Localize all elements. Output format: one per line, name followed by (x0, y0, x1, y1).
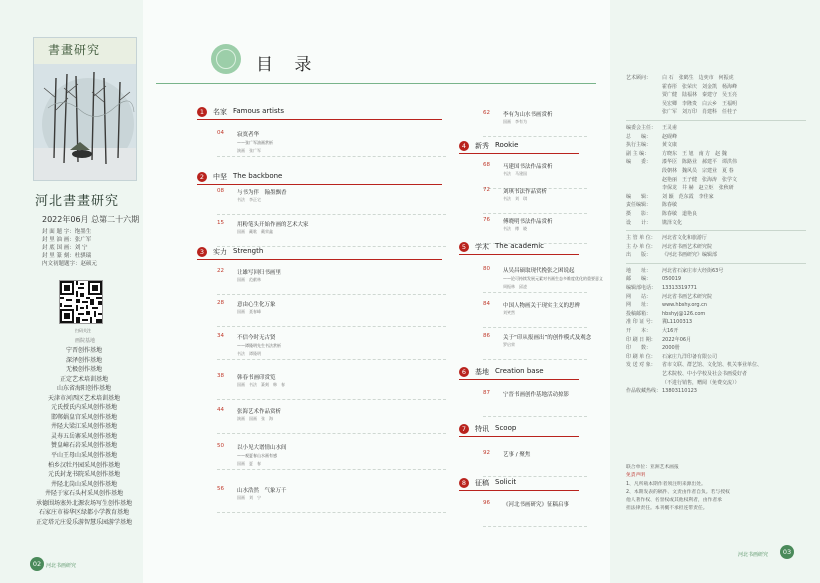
masthead-value: 王灵甫 (662, 124, 678, 131)
entry-title: 艺事 / 聚焦 (503, 452, 531, 458)
section-number-badge: 1 (197, 107, 207, 117)
qr-caption: 扫码关注 (75, 328, 91, 333)
base-item: 灵寿五岳寨采风创作基地 (50, 432, 117, 440)
masthead-label: 投稿邮箱： (626, 310, 652, 317)
magazine-name: 河北書畫研究 (35, 194, 120, 209)
masthead-value: 张广军 刘万印 肖建科 任桂子 (662, 109, 738, 116)
base-item: 柏乡汉牡丹园采风创作基地 (47, 461, 120, 469)
entry-page-number: 68 (483, 162, 490, 168)
entry-title: 从吴昌硕取现代挽张之困说起 (503, 268, 575, 274)
masthead-row (626, 327, 806, 336)
masthead-row (626, 100, 806, 109)
masthead-label: 设 计： (626, 219, 652, 226)
entry-divider (483, 526, 587, 527)
entry-divider (217, 326, 446, 327)
entry-divider (217, 512, 446, 513)
base-item: 深泽创作基地 (65, 356, 102, 364)
masthead-label: 艺术顾问： (626, 75, 652, 81)
masthead-label (626, 83, 662, 92)
entry-title: 用粉笔头开始作画的艺术大家 (237, 222, 309, 228)
entry-divider (217, 399, 446, 400)
entry-page-number: 76 (483, 217, 490, 223)
masthead-value: 白 石 张鹤生 边奕市 何振虎 (662, 75, 734, 81)
entry-page-number: 56 (217, 486, 224, 492)
notice-line: 他人著作权、名誉权或其他权利者，由作者承 (626, 498, 722, 504)
base-item: 天津市河西区艺术培训基地 (47, 394, 120, 402)
entry-page-number: 87 (483, 390, 490, 396)
base-item: 邯郸娲皇宫采风创作基地 (50, 413, 117, 421)
masthead-row (626, 310, 806, 319)
masthead-label (626, 176, 662, 185)
masthead-label: 邮 编： (626, 276, 652, 283)
masthead-value: 黄文康 (662, 142, 678, 149)
masthead-label (626, 379, 662, 388)
entry-author: 书法 李正宅 (237, 197, 261, 202)
masthead-row (626, 176, 806, 185)
magazine-cover-image (33, 37, 137, 181)
section-number-badge: 4 (459, 141, 469, 151)
entry-author: 书法 傅 晓 (503, 226, 527, 231)
masthead-label: 主 办 单 位： (626, 243, 656, 250)
page-number-left: 02 (30, 557, 44, 571)
masthead-value: 漆华臣 陈路业 郝建平 谭洪伟 (662, 159, 738, 166)
masthead (626, 74, 806, 396)
entry-subtitle: ——谭隆明先生书法赏析 (237, 343, 281, 348)
entry-title: 不信今时无古贤 (237, 335, 276, 341)
masthead-label: 出 版： (626, 252, 652, 259)
entry-title: 关于“印从报画出”的创作模式及观念 (503, 335, 592, 341)
entry-author: 书法 谭隆明 (237, 351, 261, 356)
masthead-separator (626, 263, 806, 264)
entry-divider (483, 213, 587, 214)
section-title-zh: 中坚 (213, 173, 227, 181)
notice-line: 2、本期发表的稿件、文责由作者自负。若与授权 (626, 489, 730, 495)
entry-subtitle: ——张广军油画赏析 (237, 140, 273, 145)
entry-author: 演画 张广军 (237, 148, 261, 153)
entry-divider (483, 136, 587, 137)
entry-title: 寂寞者华 (237, 132, 260, 138)
entry-divider (217, 294, 446, 295)
entry-author: 国画 范献林 (237, 277, 261, 282)
masthead-value: 大16开 (662, 328, 679, 335)
masthead-label: 印 刷 单 位： (626, 353, 656, 360)
section-title-zh: 特讯 (475, 425, 489, 433)
notice-line: 免責声明 (626, 473, 646, 479)
masthead-row (626, 210, 806, 219)
toc-title: 目 录 (256, 55, 320, 75)
page-number-right: 03 (780, 545, 794, 559)
masthead-label: 总 编： (626, 133, 652, 140)
masthead-row (626, 361, 806, 370)
section-number-badge: 6 (459, 367, 469, 377)
masthead-row (626, 344, 806, 353)
footer-label-right: 河北书画研究 (738, 552, 769, 558)
section-title-zh: 名家 (213, 108, 227, 116)
section-rule (459, 436, 579, 437)
masthead-value: 河北省书画艺术研究院 (662, 293, 713, 300)
masthead-value: 石家庄九洋印备有限公司 (662, 353, 718, 360)
entry-page-number: 92 (483, 450, 490, 456)
masthead-row (626, 167, 806, 176)
masthead-row (626, 353, 806, 362)
masthead-label: 发 送 对 象： (626, 362, 656, 369)
entry-author: 书法 马建国 (503, 171, 527, 176)
masthead-row (626, 387, 806, 396)
entry-title: 李有为山水书画赏析 (503, 112, 553, 118)
masthead-label: 开 本： (626, 328, 652, 335)
masthead-row (626, 91, 806, 100)
masthead-row (626, 133, 806, 142)
entry-page-number: 84 (483, 301, 490, 307)
entry-page-number: 50 (217, 443, 224, 449)
masthead-label: 编 辑： (626, 193, 652, 200)
section-title-en: Creation base (495, 367, 544, 375)
base-item: 平山王母山采风创作基地 (50, 452, 117, 460)
entry-page-number: 28 (217, 300, 224, 306)
section-number-badge: 5 (459, 242, 469, 252)
masthead-value: 13803110123 (662, 388, 697, 395)
masthead-value: 《河北书画研究》编辑部 (662, 252, 718, 259)
masthead-row (626, 336, 806, 345)
entry-title: 《河北书画研究》征稿启事 (503, 502, 570, 508)
entry-subtitle: ——论可持续发展元素对书画生态多维度优化的重要意义 (503, 276, 603, 281)
masthead-value: 河北省石家庄市大经街63号 (662, 267, 724, 274)
section-title-zh: 新秀 (475, 142, 489, 150)
toc-section-header (197, 247, 442, 259)
masthead-row (626, 251, 806, 260)
masthead-value: 陈春敏 (662, 202, 678, 209)
entry-title: 山水浩然 气象万千 (237, 488, 287, 494)
masthead-row (626, 158, 806, 167)
masthead-label: 主 管 单 位： (626, 235, 656, 242)
section-title-en: The backbone (233, 172, 283, 180)
entry-title: 让雄写回归书画里 (237, 270, 282, 276)
masthead-value: 艺术院校、中小学校及社会书画爱好者 (662, 371, 748, 377)
masthead-value: 段朝林 魏风员 宗建业 夏 春 (662, 167, 734, 174)
masthead-value: hbshyj@126.com (662, 310, 706, 317)
masthead-label: 地 址： (626, 267, 652, 274)
toc-section-header (197, 172, 442, 184)
entry-page-number: 96 (483, 500, 490, 506)
entry-divider (483, 359, 587, 360)
base-item: 宁晋创作基地 (65, 347, 102, 354)
issue-info: 2022年06月 总第二十六期 (42, 215, 140, 224)
qr-code[interactable] (59, 280, 103, 324)
entry-author: 国画 聂春峰 (237, 309, 261, 314)
credit-line: 封 底 国 画：刘 宁 (42, 245, 88, 251)
toc-section-header (459, 424, 579, 436)
entry-page-number: 38 (217, 373, 224, 379)
entry-divider (217, 156, 446, 157)
credit-line: 封 里 油 画：张广军 (42, 237, 92, 243)
masthead-label: 印 数： (626, 345, 652, 352)
entry-title: 中国人物画关于现实主义的思辨 (503, 303, 581, 309)
entry-author: 刘笑然 (503, 310, 515, 315)
entry-title: 刘琪书法作品赏析 (503, 189, 548, 195)
masthead-label: 编 委： (626, 159, 652, 166)
masthead-row (626, 141, 806, 150)
masthead-label: 执行主编： (626, 142, 652, 149)
masthead-row (626, 108, 806, 117)
masthead-row (626, 267, 806, 276)
entry-divider (483, 292, 587, 293)
entry-title: 宁晋书画创作基地活动掠影 (503, 392, 570, 398)
entry-subtitle: ——观夏春山水画有感 (237, 453, 277, 458)
masthead-row (626, 243, 806, 252)
entry-page-number: 80 (483, 266, 490, 272)
entry-divider (217, 214, 446, 215)
entry-title: 张海艺术作品赏析 (237, 409, 282, 415)
entry-author: 周振林 邱凌 (503, 284, 527, 289)
section-rule (459, 153, 579, 154)
masthead-row (626, 301, 806, 310)
entry-author: 国画 刘 宁 (237, 495, 261, 500)
base-item: 井陉于家石头村采风创作基地 (44, 490, 123, 498)
masthead-value: 河北省文化和旅游厅 (662, 235, 708, 242)
section-title-en: Scoop (495, 424, 517, 432)
masthead-row (626, 201, 806, 210)
entry-divider (483, 327, 587, 328)
masthead-row (626, 379, 806, 388)
masthead-row (626, 219, 806, 228)
section-title-zh: 学术 (475, 243, 489, 251)
section-rule (459, 490, 579, 491)
entry-page-number: 44 (217, 407, 224, 413)
entry-author: 国画 李有为 (503, 119, 527, 124)
masthead-label (626, 108, 662, 117)
masthead-value: 2022年06月 (662, 336, 692, 343)
section-rule (459, 379, 579, 380)
section-rule (197, 119, 442, 120)
entry-page-number: 08 (217, 188, 224, 194)
masthead-value: 050019 (662, 276, 682, 283)
entry-title: 意由心生化万象 (237, 302, 276, 308)
masthead-row (626, 370, 806, 379)
entry-page-number: 62 (483, 110, 490, 116)
entry-divider (217, 469, 446, 470)
cover-header (34, 38, 137, 64)
masthead-label: 责任编辑： (626, 202, 652, 209)
section-title-en: Rookie (495, 141, 519, 149)
masthead-value: 冀L1100313 (662, 319, 693, 326)
masthead-value: 吴宏卿 李隆贵 白云乡 王福明 (662, 100, 738, 107)
section-title-en: Strength (233, 247, 264, 255)
masthead-row (626, 150, 806, 159)
credit-line: 内文初题题字：赵硕元 (42, 261, 98, 267)
masthead-label: 准 印 证 号： (626, 319, 656, 326)
masthead-value: 2000册 (662, 345, 680, 352)
entry-author: 国画 藏歌 戴荣鑫 (237, 229, 273, 234)
masthead-value: 贾广健 陆福林 秦建守 吴玉亮 (662, 92, 738, 99)
section-number-badge: 7 (459, 424, 469, 434)
masthead-value: （不进行销售，赠阅（免费交流）） (662, 379, 740, 386)
masthead-value: www.hbshy.org.cn (662, 302, 708, 309)
base-item: 正定艺术培训基地 (59, 375, 108, 383)
masthead-value: 赵砚峰 (662, 133, 678, 140)
entry-page-number: 15 (217, 220, 224, 226)
notice-line: 担法律责任。本刊概不承担连带责任。 (626, 506, 708, 512)
masthead-value: 13313319771 (662, 285, 697, 292)
masthead-label (626, 91, 662, 100)
section-rule (197, 259, 442, 260)
masthead-value: 河北省书画艺术研究院 (662, 243, 713, 250)
bases-heading: 画院基地 (74, 338, 95, 344)
entry-divider (483, 416, 587, 417)
entry-author: 罗启荣 (503, 342, 515, 347)
entry-author: 书法 刘 琪 (503, 196, 527, 201)
entry-divider (217, 433, 446, 434)
entry-author: 国画 夏 春 (237, 461, 261, 466)
entry-title: 与书为伴 翰墨飘香 (237, 190, 287, 196)
toc-divider (156, 83, 596, 84)
entry-page-number: 72 (483, 187, 490, 193)
masthead-value: 镌泽文化 (662, 219, 683, 226)
masthead-label: 副 主 编： (626, 150, 650, 157)
masthead-label (626, 184, 662, 193)
masthead-row (626, 193, 806, 202)
entry-page-number: 86 (483, 333, 490, 339)
masthead-row (626, 234, 806, 243)
base-item: 井陉大梁江采风创作基地 (50, 423, 117, 431)
masthead-value: 陈春敏 道艳良 (662, 210, 698, 217)
toc-section-header (459, 141, 579, 153)
footer-label-left: 河北书画研究 (46, 563, 77, 569)
section-number-badge: 2 (197, 172, 207, 182)
toc-section-header (197, 107, 442, 119)
base-item: 山东省海阳创作基地 (56, 385, 111, 393)
masthead-row (626, 83, 806, 92)
seal-stamp-icon (211, 44, 241, 74)
masthead-value: 赵艳丽 王子健 张海涛 张学文 (662, 176, 738, 183)
masthead-label (626, 167, 662, 176)
masthead-label: 印 刷 日 期： (626, 336, 656, 343)
section-title-zh: 征稿 (475, 479, 489, 487)
base-item: 石家庄市裕华区绿都小学教育基地 (38, 509, 129, 517)
base-item: 井陉北岗山采风创作基地 (50, 480, 117, 488)
base-item: 无极创作基地 (65, 366, 102, 374)
masthead-value: 刘 颖 范东霞 李佳家 (662, 193, 714, 200)
qr-code-icon (60, 281, 102, 323)
base-item: 正定塔元庄爱乐游智慧乐园游学基地 (35, 518, 132, 526)
entry-page-number: 04 (217, 130, 224, 136)
masthead-label: 作品收藏热线： (626, 388, 662, 395)
section-title-en: Solicit (495, 478, 517, 486)
disclaimer (626, 464, 796, 514)
masthead-row (626, 124, 806, 133)
masthead-label: 网 址： (626, 302, 652, 309)
base-item: 元氏封龙书院采风创作基地 (47, 471, 120, 479)
masthead-row (626, 184, 806, 193)
masthead-separator (626, 230, 806, 231)
notice-line: 1、凡所载本期作者须注明来源出处。 (626, 481, 706, 487)
masthead-value: 省市文联、群艺馆、文化馆、机关事业单位、 (662, 362, 763, 369)
entry-title: 韩春书画印赏览 (237, 375, 276, 381)
entry-page-number: 34 (217, 333, 224, 339)
masthead-label (626, 100, 662, 109)
section-title-zh: 基地 (475, 368, 489, 376)
section-number-badge: 8 (459, 478, 469, 488)
section-title-zh: 实力 (213, 248, 227, 256)
notice-line: 联合单位：亚洲艺术画报 (626, 465, 679, 470)
masthead-row (626, 74, 806, 83)
entry-title: 傅晓明书法作品赏析 (503, 219, 553, 225)
entry-author: 演画 国画 张 海 (237, 416, 273, 421)
entry-page-number: 22 (217, 268, 224, 274)
toc-section-header (459, 367, 579, 379)
masthead-label: 编委会主任： (626, 124, 657, 131)
masthead-row (626, 293, 806, 302)
masthead-value: 霍春彤 张荣庆 刘金凯 杨海峰 (662, 83, 738, 90)
section-rule (459, 254, 579, 255)
masthead-separator (626, 120, 806, 121)
section-title-en: Famous artists (233, 107, 284, 115)
entry-title: 以小见大谱情山水间 (237, 445, 287, 451)
bases-list (26, 346, 142, 527)
masthead-label: 编辑部电话： (626, 285, 657, 292)
entry-divider (483, 476, 587, 477)
credit-line: 封 里 篆 刻：杜骐瑞 (42, 253, 92, 259)
entry-title: 马建国书法作品赏析 (503, 164, 553, 170)
base-item: 赞皇嶂石岩采风创作基地 (50, 442, 117, 450)
cover-title: 書畫研究 (48, 43, 101, 57)
masthead-row (626, 284, 806, 293)
entry-author: 国画 书法 篆刻 韩 春 (237, 382, 285, 387)
base-item: 元氏授氏内采风创作基地 (50, 404, 117, 412)
masthead-label: 网 站： (626, 293, 652, 300)
masthead-label: 摄 影： (626, 210, 652, 217)
toc-section-header (459, 478, 579, 490)
credit-line: 封 面 题 字：饱墨生 (42, 229, 92, 235)
cover-credits (42, 228, 97, 268)
section-number-badge: 3 (197, 247, 207, 257)
masthead-value: 方晓东 王 旭 南 方 赵 魏 (662, 150, 727, 157)
masthead-label (626, 370, 662, 379)
entry-divider (217, 359, 446, 360)
base-item: 承德围场塞外北源农场写生创作基地 (35, 499, 132, 507)
section-title-en: The academic (495, 242, 545, 250)
section-rule (197, 184, 442, 185)
masthead-row (626, 318, 806, 327)
masthead-value: 李保龙 井 赫 赵立炬 张秋研 (662, 185, 734, 192)
toc-section-header (459, 242, 579, 254)
masthead-row (626, 275, 806, 284)
